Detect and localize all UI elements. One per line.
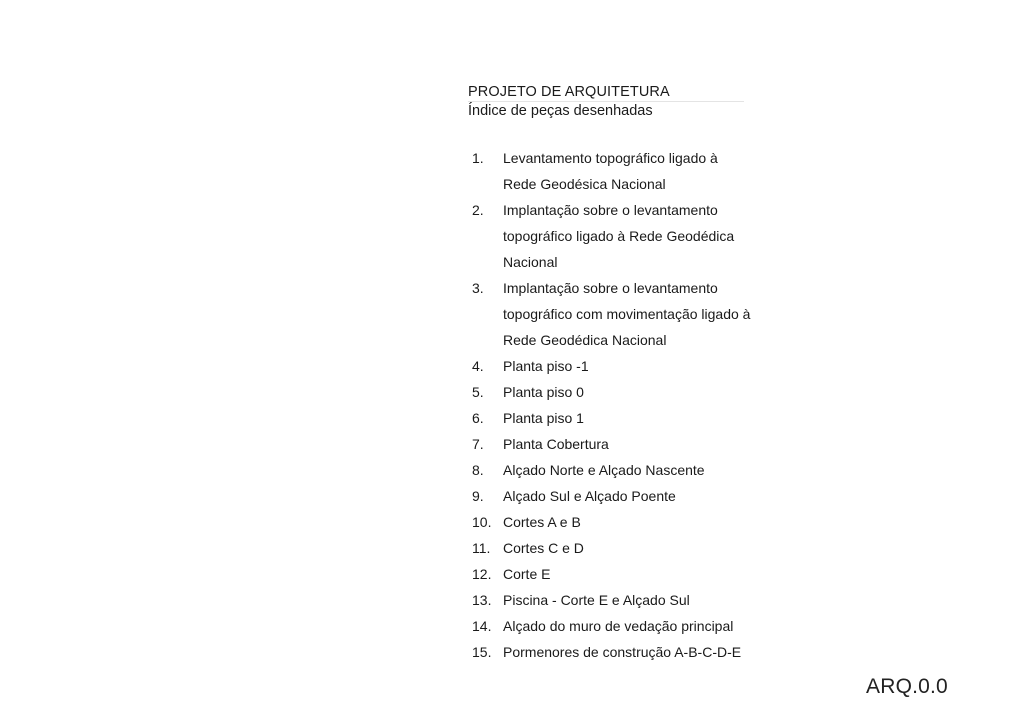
list-item-text: Implantação sobre o levantamento topográfico ligado à Rede Geodédica Nacional	[503, 202, 735, 270]
list-item-text: Alçado Sul e Alçado Poente	[503, 488, 676, 504]
list-item-number: 4.	[472, 358, 484, 374]
list-item-text: Planta Cobertura	[503, 436, 609, 452]
list-item	[472, 509, 750, 535]
list-item-text: Planta piso 1	[503, 410, 584, 426]
drawing-index-list	[472, 145, 750, 665]
list-item	[472, 353, 750, 379]
list-item	[472, 405, 750, 431]
list-item-text: Pormenores de construção A-B-C-D-E	[503, 644, 742, 660]
list-item-text: Piscina - Corte E e Alçado Sul	[503, 592, 690, 608]
list-item-text: Corte E	[503, 566, 551, 582]
list-item-text: Cortes A e B	[503, 514, 581, 530]
list-item-number: 2.	[472, 202, 484, 218]
list-item-text: Alçado Norte e Alçado Nascente	[503, 462, 705, 478]
list-item-number: 12.	[472, 566, 492, 582]
list-item	[472, 457, 750, 483]
list-item	[472, 145, 750, 197]
list-item-text: Alçado do muro de vedação principal	[503, 618, 734, 634]
list-item-text: Planta piso -1	[503, 358, 589, 374]
list-item-number: 14.	[472, 618, 492, 634]
list-item-number: 13.	[472, 592, 492, 608]
list-item-number: 3.	[472, 280, 484, 296]
list-item-number: 8.	[472, 462, 484, 478]
list-item	[472, 275, 750, 353]
list-item-number: 1.	[472, 150, 484, 166]
list-item-number: 11.	[472, 540, 491, 556]
sheet-code: ARQ.0.0	[866, 675, 948, 698]
document-header	[468, 84, 744, 120]
list-item	[472, 379, 750, 405]
list-item-text: Implantação sobre o levantamento topográfico com movimentação ligado à Rede Geodédica Nacional	[503, 280, 751, 348]
list-item	[472, 613, 750, 639]
list-item	[472, 639, 750, 665]
list-item-text: Planta piso 0	[503, 384, 584, 400]
document-subtitle: Índice de peças desenhadas	[468, 103, 653, 119]
list-item-number: 7.	[472, 436, 484, 452]
list-item	[472, 483, 750, 509]
list-item-number: 9.	[472, 488, 484, 504]
list-item	[472, 535, 750, 561]
list-item	[472, 587, 750, 613]
list-item-text: Levantamento topográfico ligado à Rede Geodésica Nacional	[503, 150, 718, 192]
list-item	[472, 197, 750, 275]
list-item-number: 15.	[472, 644, 492, 660]
list-item-text: Cortes C e D	[503, 540, 584, 556]
list-item	[472, 561, 750, 587]
list-item-number: 5.	[472, 384, 484, 400]
list-item-number: 10.	[472, 514, 492, 530]
list-item	[472, 431, 750, 457]
document-title: PROJETO DE ARQUITETURA	[468, 84, 744, 102]
list-item-number: 6.	[472, 410, 484, 426]
